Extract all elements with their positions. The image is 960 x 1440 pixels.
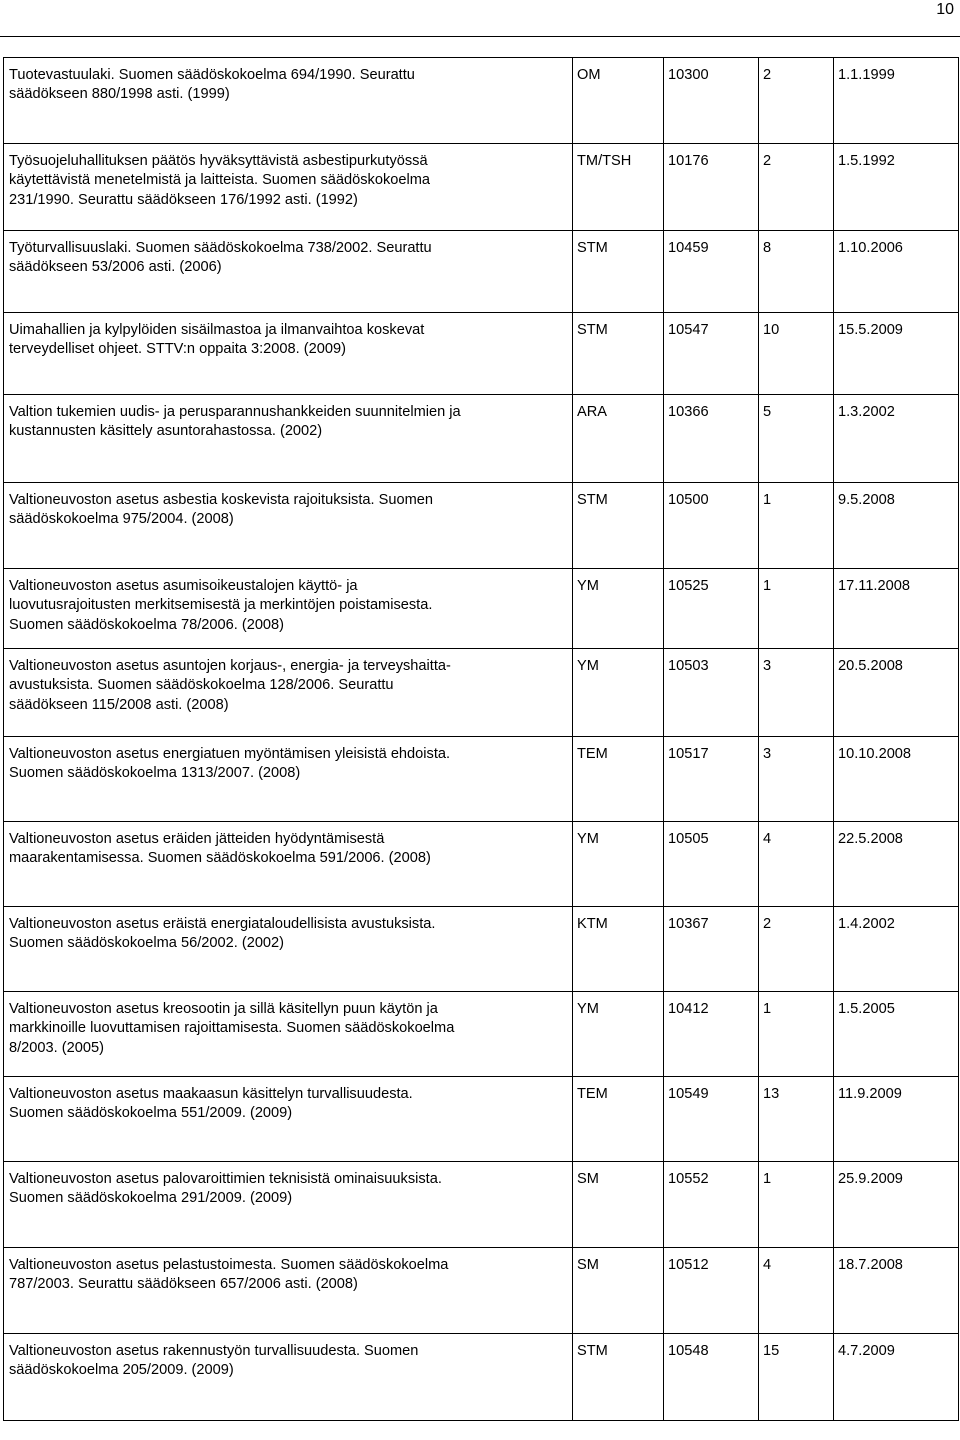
regulation-title-line: Valtioneuvoston asetus rakennustyön turvallisuudesta. Suomen <box>9 1343 419 1359</box>
ministry-cell: STM <box>573 483 664 569</box>
regulation-title-line: Valtioneuvoston asetus energiatuen myöntämisen yleisistä ehdoista. <box>9 746 451 762</box>
page-number: 10 <box>936 1 954 18</box>
regulation-title-cell <box>4 907 573 992</box>
regulation-title-cell <box>4 58 573 144</box>
regulation-title-cell <box>4 1334 573 1421</box>
regulation-title-line: maarakentamisessa. Suomen säädöskokoelma 591/2006. (2008) <box>9 850 431 867</box>
ministry-cell: SM <box>573 1248 664 1334</box>
number-cell: 10 <box>759 313 834 395</box>
number-cell: 13 <box>759 1077 834 1162</box>
number-cell: 2 <box>759 58 834 144</box>
code-cell: 10367 <box>664 907 759 992</box>
ministry-cell: OM <box>573 58 664 144</box>
regulation-title-cell <box>4 231 573 313</box>
regulation-title-cell <box>4 144 573 231</box>
regulation-title-cell <box>4 569 573 649</box>
ministry-cell: TEM <box>573 737 664 822</box>
number-cell: 2 <box>759 144 834 231</box>
code-cell: 10517 <box>664 737 759 822</box>
ministry-cell: YM <box>573 569 664 649</box>
regulation-title-line: Suomen säädöskokoelma 78/2006. (2008) <box>9 616 285 633</box>
table-row <box>4 907 959 992</box>
regulations-table-body <box>4 58 959 1421</box>
date-cell: 9.5.2008 <box>834 483 959 569</box>
regulation-title-line: Valtioneuvoston asetus asbestia koskevista rajoituksista. Suomen <box>9 492 433 508</box>
regulation-title-line: säädökseen 53/2006 asti. (2006) <box>9 259 222 276</box>
number-cell: 5 <box>759 395 834 483</box>
date-cell: 11.9.2009 <box>834 1077 959 1162</box>
regulation-title-cell <box>4 483 573 569</box>
regulation-title-line: Valtioneuvoston asetus eräistä energiataloudellisista avustuksista. <box>9 916 436 932</box>
table-row <box>4 231 959 313</box>
regulation-title-cell <box>4 822 573 907</box>
regulation-title-line: Suomen säädöskokoelma 291/2009. (2009) <box>9 1190 293 1207</box>
ministry-cell: STM <box>573 1334 664 1421</box>
regulation-title-cell <box>4 1077 573 1162</box>
code-cell: 10525 <box>664 569 759 649</box>
ministry-cell: YM <box>573 822 664 907</box>
regulation-title-line: Suomen säädöskokoelma 551/2009. (2009) <box>9 1105 293 1122</box>
regulation-title-line: säädökseen 880/1998 asti. (1999) <box>9 86 230 103</box>
regulation-title-line: Työsuojeluhallituksen päätös hyväksyttävistä asbestipurkutyössä <box>9 153 428 169</box>
number-cell: 1 <box>759 1162 834 1248</box>
table-row <box>4 569 959 649</box>
ministry-cell: ARA <box>573 395 664 483</box>
regulation-title-line: Valtioneuvoston asetus eräiden jätteiden hyödyntämisestä <box>9 831 385 847</box>
number-cell: 3 <box>759 737 834 822</box>
regulation-title-line: Suomen säädöskokoelma 1313/2007. (2008) <box>9 765 301 782</box>
date-cell: 1.5.1992 <box>834 144 959 231</box>
ministry-cell: STM <box>573 231 664 313</box>
table-row <box>4 1162 959 1248</box>
regulation-title-line: Valtioneuvoston asetus kreosootin ja sillä käsitellyn puun käytön ja <box>9 1001 438 1017</box>
date-cell: 20.5.2008 <box>834 649 959 737</box>
regulation-title-line: Työturvallisuuslaki. Suomen säädöskokoelma 738/2002. Seurattu <box>9 240 432 256</box>
regulation-title-line: luovutusrajoitusten merkitsemisestä ja merkintöjen poistamisesta. <box>9 597 433 614</box>
code-cell: 10547 <box>664 313 759 395</box>
table-row <box>4 992 959 1077</box>
number-cell: 15 <box>759 1334 834 1421</box>
code-cell: 10176 <box>664 144 759 231</box>
regulation-title-line: säädöskokoelma 975/2004. (2008) <box>9 511 234 528</box>
date-cell: 25.9.2009 <box>834 1162 959 1248</box>
date-cell: 1.10.2006 <box>834 231 959 313</box>
regulation-title-line: Valtioneuvoston asetus maakaasun käsittelyn turvallisuudesta. <box>9 1086 413 1102</box>
ministry-cell: YM <box>573 992 664 1077</box>
regulation-title-line: Valtioneuvoston asetus pelastustoimesta. Suomen säädöskokoelma <box>9 1257 449 1273</box>
number-cell: 2 <box>759 907 834 992</box>
code-cell: 10512 <box>664 1248 759 1334</box>
ministry-cell: STM <box>573 313 664 395</box>
regulation-title-line: Valtioneuvoston asetus asuntojen korjaus-, energia- ja terveyshaitta- <box>9 658 451 674</box>
date-cell: 1.3.2002 <box>834 395 959 483</box>
regulation-title-line: 787/2003. Seurattu säädökseen 657/2006 asti. (2008) <box>9 1276 358 1293</box>
code-cell: 10412 <box>664 992 759 1077</box>
table-row <box>4 483 959 569</box>
table-row <box>4 395 959 483</box>
date-cell: 10.10.2008 <box>834 737 959 822</box>
regulation-title-line: markkinoille luovuttamisen rajoittamisesta. Suomen säädöskokoelma <box>9 1020 455 1037</box>
table-row <box>4 1077 959 1162</box>
code-cell: 10552 <box>664 1162 759 1248</box>
code-cell: 10548 <box>664 1334 759 1421</box>
regulation-title-line: Suomen säädöskokoelma 56/2002. (2002) <box>9 935 285 952</box>
number-cell: 4 <box>759 822 834 907</box>
regulation-title-line: kustannusten käsittely asuntorahastossa. (2002) <box>9 423 323 440</box>
regulation-title-line: Tuotevastuulaki. Suomen säädöskokoelma 694/1990. Seurattu <box>9 67 415 83</box>
table-row <box>4 822 959 907</box>
ministry-cell: KTM <box>573 907 664 992</box>
code-cell: 10549 <box>664 1077 759 1162</box>
date-cell: 22.5.2008 <box>834 822 959 907</box>
date-cell: 1.5.2005 <box>834 992 959 1077</box>
regulation-title-cell <box>4 1248 573 1334</box>
regulation-title-line: terveydelliset ohjeet. STTV:n oppaita 3:2008. (2009) <box>9 341 346 358</box>
date-cell: 17.11.2008 <box>834 569 959 649</box>
regulation-title-line: Valtioneuvoston asetus palovaroittimien teknisistä ominaisuuksista. <box>9 1171 442 1187</box>
table-row <box>4 58 959 144</box>
table-row <box>4 1334 959 1421</box>
regulation-title-line: 8/2003. (2005) <box>9 1039 104 1056</box>
date-cell: 18.7.2008 <box>834 1248 959 1334</box>
ministry-cell: TEM <box>573 1077 664 1162</box>
date-cell: 1.4.2002 <box>834 907 959 992</box>
regulation-title-line: Valtion tukemien uudis- ja perusparannushankkeiden suunnitelmien ja <box>9 404 461 420</box>
table-row <box>4 649 959 737</box>
code-cell: 10300 <box>664 58 759 144</box>
regulation-title-line: avustuksista. Suomen säädöskokoelma 128/2006. Seurattu <box>9 677 394 694</box>
code-cell: 10503 <box>664 649 759 737</box>
regulation-title-line: säädöskokoelma 205/2009. (2009) <box>9 1362 234 1379</box>
number-cell: 8 <box>759 231 834 313</box>
table-row <box>4 1248 959 1334</box>
number-cell: 4 <box>759 1248 834 1334</box>
regulation-title-cell <box>4 1162 573 1248</box>
regulation-title-line: säädökseen 115/2008 asti. (2008) <box>9 696 229 713</box>
table-row <box>4 737 959 822</box>
table-row <box>4 144 959 231</box>
header-rule <box>0 36 960 37</box>
code-cell: 10459 <box>664 231 759 313</box>
ministry-cell: TM/TSH <box>573 144 664 231</box>
ministry-cell: SM <box>573 1162 664 1248</box>
regulation-title-cell <box>4 395 573 483</box>
regulation-title-cell <box>4 992 573 1077</box>
regulation-title-line: 231/1990. Seurattu säädökseen 176/1992 asti. (1992) <box>9 191 358 208</box>
date-cell: 4.7.2009 <box>834 1334 959 1421</box>
date-cell: 1.1.1999 <box>834 58 959 144</box>
number-cell: 1 <box>759 569 834 649</box>
number-cell: 1 <box>759 483 834 569</box>
regulation-title-line: Valtioneuvoston asetus asumisoikeustalojen käyttö- ja <box>9 578 358 594</box>
number-cell: 1 <box>759 992 834 1077</box>
regulation-title-line: käytettävistä menetelmistä ja laitteista. Suomen säädöskokoelma <box>9 172 430 189</box>
regulation-title-cell <box>4 737 573 822</box>
table-row <box>4 313 959 395</box>
number-cell: 3 <box>759 649 834 737</box>
code-cell: 10505 <box>664 822 759 907</box>
code-cell: 10500 <box>664 483 759 569</box>
date-cell: 15.5.2009 <box>834 313 959 395</box>
regulations-table <box>3 57 959 1421</box>
ministry-cell: YM <box>573 649 664 737</box>
regulation-title-cell <box>4 649 573 737</box>
regulation-title-cell <box>4 313 573 395</box>
code-cell: 10366 <box>664 395 759 483</box>
regulation-title-line: Uimahallien ja kylpylöiden sisäilmastoa ja ilmanvaihtoa koskevat <box>9 322 425 338</box>
